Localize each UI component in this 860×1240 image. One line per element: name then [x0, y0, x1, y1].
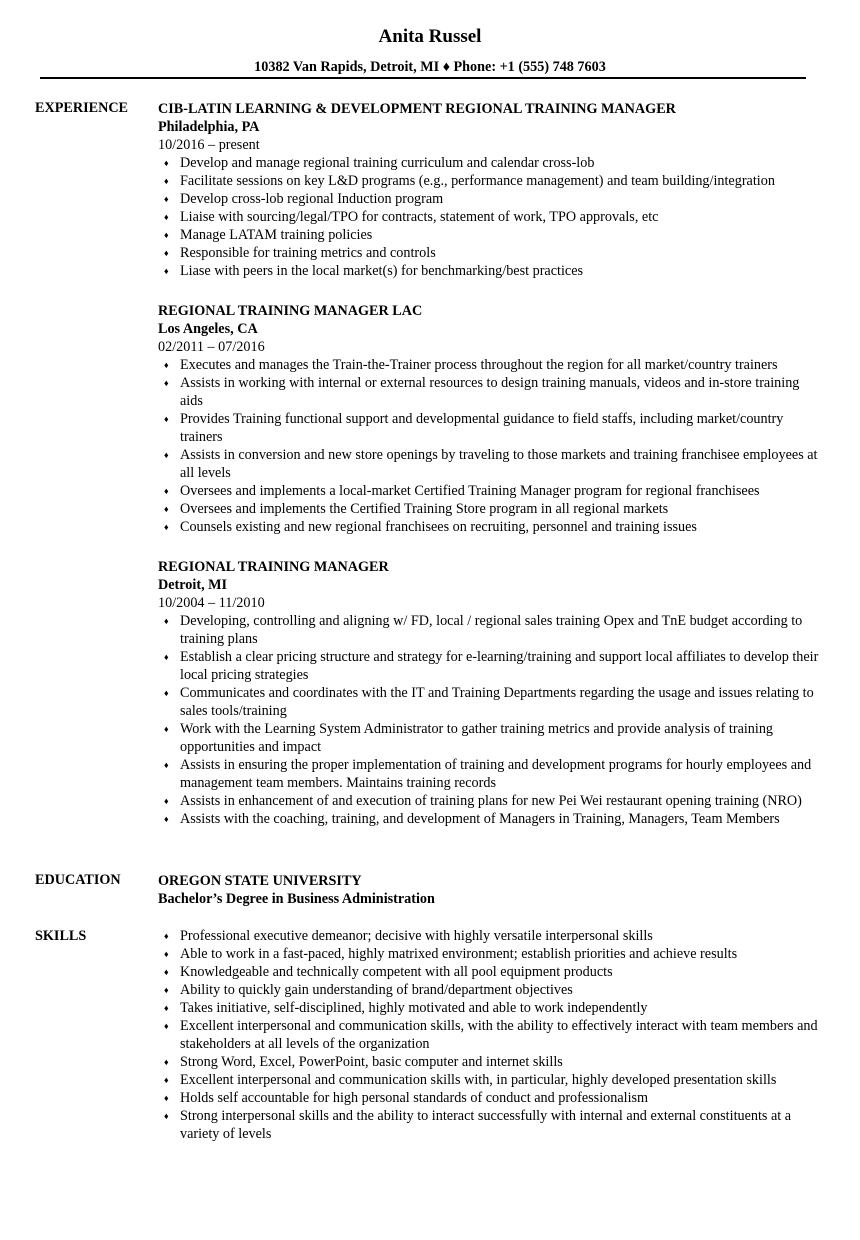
bullet-text: Work with the Learning System Administrator to gather training metrics and provide analysis of training opportunities and impact: [180, 721, 774, 755]
bullet-text: Developing, controlling and aligning w/ FD, local / regional sales training Opex and TnE budget according to training plans: [180, 613, 803, 647]
bullet-diamond-icon: ♦: [164, 378, 169, 388]
skill-text: Takes initiative, self-disciplined, highly motivated and able to work independently: [180, 1000, 648, 1016]
bullet-text: Establish a clear pricing structure and strategy for e-learning/training and support local affiliates to develop their local pricing strategies: [180, 649, 819, 683]
header-divider: [40, 77, 806, 79]
bullet-diamond-icon: ♦: [164, 194, 169, 204]
contact-line: 10382 Van Rapids, Detroit, MI ♦ Phone: +1 (555) 748 7603: [254, 59, 606, 75]
education-body: [158, 871, 823, 908]
bullet-text: Assists in ensuring the proper implementation of training and development programs for hourly employees and management team members. Maintains training records: [180, 757, 812, 791]
job-bullets: [158, 154, 823, 280]
bullet-diamond-icon: ♦: [164, 1111, 169, 1121]
list-item: [158, 756, 823, 792]
list-item: [158, 482, 823, 500]
bullet-diamond-icon: ♦: [164, 230, 169, 240]
skill-text: Strong Word, Excel, PowerPoint, basic computer and internet skills: [180, 1054, 563, 1070]
bullet-text: Develop cross-lob regional Induction program: [180, 191, 444, 207]
bullet-text: Assists in enhancement of and execution of training plans for new Pei Wei restaurant opening training (NRO): [180, 793, 802, 809]
bullet-diamond-icon: ♦: [164, 486, 169, 496]
bullet-diamond-icon: ♦: [164, 176, 169, 186]
list-item: [158, 190, 823, 208]
list-item: [158, 648, 823, 684]
school-name: OREGON STATE UNIVERSITY: [158, 873, 362, 889]
list-item: [158, 684, 823, 720]
list-item: [158, 810, 823, 828]
bullet-diamond-icon: ♦: [164, 158, 169, 168]
list-item: [158, 612, 823, 648]
bullet-text: Manage LATAM training policies: [180, 227, 373, 243]
bullet-text: Liase with peers in the local market(s) for benchmarking/best practices: [180, 263, 584, 279]
experience-body: [158, 99, 823, 850]
list-item: [158, 500, 823, 518]
skill-text: Excellent interpersonal and communication skills, with the ability to effectively interact with team members and stakeholders at all levels of the organization: [180, 1018, 818, 1052]
job-location: Philadelphia, PA: [158, 119, 260, 135]
bullet-text: Communicates and coordinates with the IT and Training Departments regarding the usage and issues relating to sales tools/training: [180, 685, 814, 719]
bullet-text: Oversees and implements the Certified Training Store program in all regional markets: [180, 501, 669, 517]
job-dates: 10/2016 – present: [158, 137, 260, 153]
skill-text: Holds self accountable for high personal standards of conduct and professionalism: [180, 1090, 649, 1106]
list-item: [158, 945, 823, 963]
list-item: [158, 518, 823, 536]
bullet-diamond-icon: ♦: [164, 1075, 169, 1085]
job-entry: [158, 100, 823, 280]
list-item: [158, 410, 823, 446]
skill-text: Able to work in a fast-paced, highly matrixed environment; establish priorities and achieve results: [180, 946, 738, 962]
bullet-text: Responsible for training metrics and controls: [180, 245, 436, 261]
candidate-name: Anita Russel: [378, 26, 482, 47]
job-dates: 02/2011 – 07/2016: [158, 339, 265, 355]
bullet-diamond-icon: ♦: [164, 814, 169, 824]
job-bullets: [158, 356, 823, 536]
section-label-experience: EXPERIENCE: [35, 100, 129, 116]
list-item: [158, 1071, 823, 1089]
list-item: [158, 374, 823, 410]
skill-text: Ability to quickly gain understanding of brand/department objectives: [180, 982, 573, 998]
job-bullets: [158, 612, 823, 828]
bullet-diamond-icon: ♦: [164, 724, 169, 734]
bullet-diamond-icon: ♦: [164, 796, 169, 806]
list-item: [158, 356, 823, 374]
bullet-diamond-icon: ♦: [164, 1003, 169, 1013]
bullet-diamond-icon: ♦: [164, 1093, 169, 1103]
bullet-text: Assists with the coaching, training, and development of Managers in Training, Managers, Team Members: [180, 811, 780, 827]
list-item: [158, 262, 823, 280]
list-item: [158, 981, 823, 999]
bullet-diamond-icon: ♦: [164, 1021, 169, 1031]
list-item: [158, 154, 823, 172]
list-item: [158, 446, 823, 482]
job-location: Los Angeles, CA: [158, 321, 258, 337]
job-entry: [158, 558, 823, 828]
bullet-diamond-icon: ♦: [164, 967, 169, 977]
bullet-diamond-icon: ♦: [164, 450, 169, 460]
skills-list: [158, 927, 823, 1143]
list-item: [158, 1107, 823, 1143]
bullet-diamond-icon: ♦: [164, 248, 169, 258]
list-item: [158, 792, 823, 810]
skill-text: Excellent interpersonal and communication skills with, in particular, highly developed presentation skills: [180, 1072, 777, 1088]
list-item: [158, 999, 823, 1017]
skill-text: Strong interpersonal skills and the ability to interact successfully with internal and external constituents at a variety of levels: [180, 1108, 792, 1142]
list-item: [158, 208, 823, 226]
bullet-text: Assists in working with internal or external resources to design training manuals, videos and in-store training aids: [180, 375, 800, 409]
list-item: [158, 172, 823, 190]
job-title: REGIONAL TRAINING MANAGER LAC: [158, 303, 423, 319]
bullet-text: Develop and manage regional training curriculum and calendar cross-lob: [180, 155, 595, 171]
bullet-text: Facilitate sessions on key L&D programs (e.g., performance management) and team building/integration: [180, 173, 775, 189]
list-item: [158, 927, 823, 945]
job-entry: [158, 302, 823, 536]
bullet-diamond-icon: ♦: [164, 212, 169, 222]
bullet-diamond-icon: ♦: [164, 760, 169, 770]
skill-text: Professional executive demeanor; decisive with highly versatile interpersonal skills: [180, 928, 653, 944]
bullet-diamond-icon: ♦: [164, 616, 169, 626]
section-label-education: EDUCATION: [35, 872, 121, 888]
job-dates: 10/2004 – 11/2010: [158, 595, 265, 611]
list-item: [158, 226, 823, 244]
bullet-diamond-icon: ♦: [164, 360, 169, 370]
list-item: [158, 1089, 823, 1107]
bullet-diamond-icon: ♦: [164, 266, 169, 276]
bullet-text: Executes and manages the Train-the-Trainer process throughout the region for all market/country trainers: [180, 357, 778, 373]
bullet-diamond-icon: ♦: [164, 985, 169, 995]
skills-body: [158, 927, 823, 1143]
bullet-diamond-icon: ♦: [164, 504, 169, 514]
list-item: [158, 963, 823, 981]
degree: Bachelor’s Degree in Business Administration: [158, 891, 435, 907]
list-item: [158, 1053, 823, 1071]
job-title: REGIONAL TRAINING MANAGER: [158, 559, 389, 575]
bullet-text: Assists in conversion and new store openings by traveling to those markets and training franchisee employees at all levels: [180, 447, 818, 481]
bullet-diamond-icon: ♦: [164, 414, 169, 424]
bullet-text: Counsels existing and new regional franchisees on recruiting, personnel and training issues: [180, 519, 697, 535]
section-label-skills: SKILLS: [35, 928, 87, 944]
bullet-diamond-icon: ♦: [164, 688, 169, 698]
bullet-diamond-icon: ♦: [164, 652, 169, 662]
bullet-diamond-icon: ♦: [164, 931, 169, 941]
bullet-text: Liaise with sourcing/legal/TPO for contracts, statement of work, TPO approvals, etc: [180, 209, 659, 225]
job-location: Detroit, MI: [158, 577, 228, 593]
list-item: [158, 1017, 823, 1053]
list-item: [158, 244, 823, 262]
job-title: CIB-LATIN LEARNING & DEVELOPMENT REGIONAL TRAINING MANAGER: [158, 101, 676, 117]
bullet-diamond-icon: ♦: [164, 949, 169, 959]
bullet-text: Oversees and implements a local-market Certified Training Manager program for regional franchisees: [180, 483, 760, 499]
bullet-text: Provides Training functional support and developmental guidance to field staffs, including market/country trainers: [180, 411, 784, 445]
bullet-diamond-icon: ♦: [164, 1057, 169, 1067]
bullet-diamond-icon: ♦: [164, 522, 169, 532]
list-item: [158, 720, 823, 756]
skill-text: Knowledgeable and technically competent with all pool equipment products: [180, 964, 613, 980]
